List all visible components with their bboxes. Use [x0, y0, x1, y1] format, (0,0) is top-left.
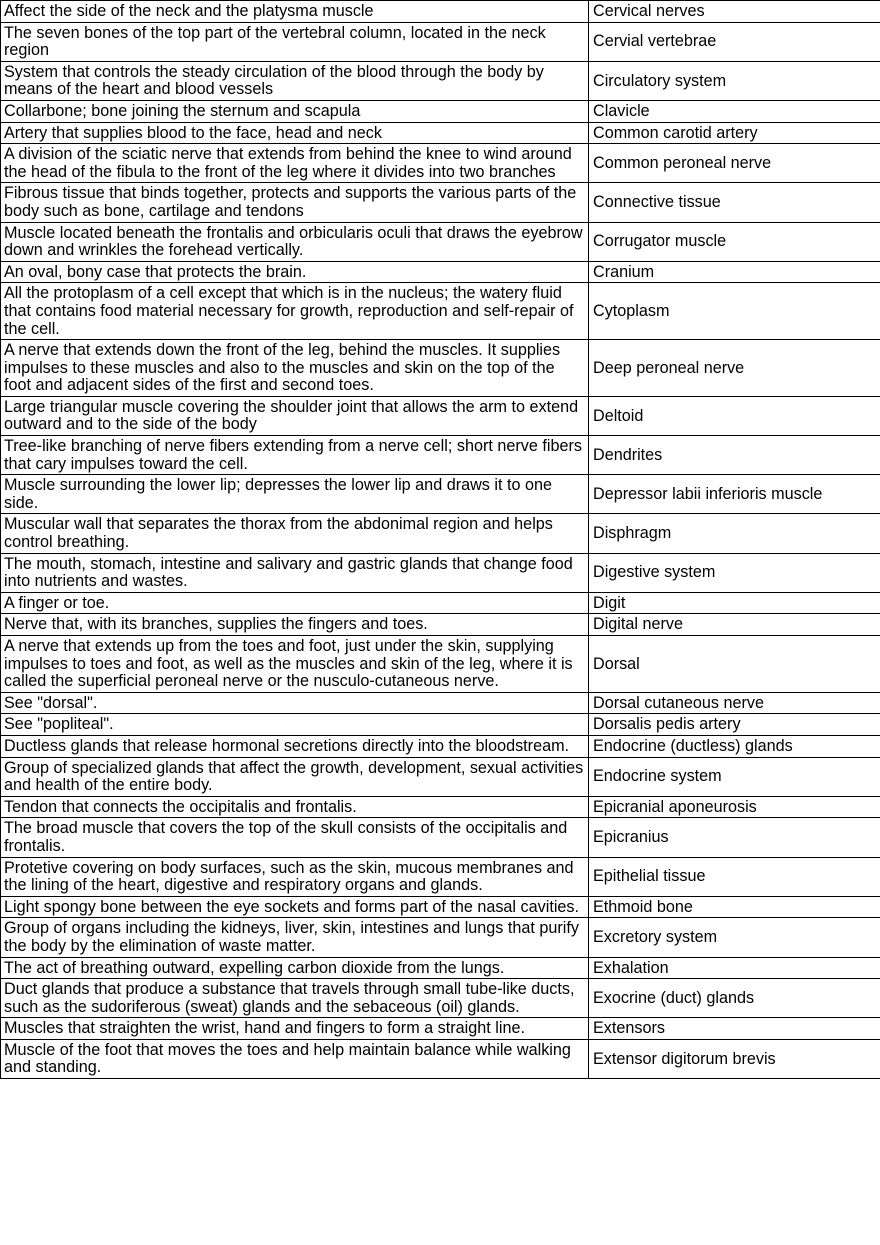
term-cell: Dorsal [589, 636, 880, 693]
definition-cell: A nerve that extends up from the toes and foot, just under the skin, supplying impulses to toes and foot, as well as the muscles and skin of the leg, where it is called the superficial peroneal nerve or the nusculo-cutaneous nerve. [1, 636, 589, 693]
table-row [1, 1039, 880, 1078]
term-cell: Dorsal cutaneous nerve [589, 692, 880, 714]
table-row [1, 857, 880, 896]
table-row [1, 818, 880, 857]
definition-cell: Muscular wall that separates the thorax from the abdonimal region and helps control breathing. [1, 514, 589, 553]
definition-cell: Ductless glands that release hormonal secretions directly into the bloodstream. [1, 735, 589, 757]
table-row [1, 396, 880, 435]
term-cell: Excretory system [589, 918, 880, 957]
table-row [1, 1018, 880, 1040]
term-cell: Clavicle [589, 100, 880, 122]
term-cell: Circulatory system [589, 61, 880, 100]
table-row [1, 514, 880, 553]
definition-cell: Tendon that connects the occipitalis and frontalis. [1, 796, 589, 818]
definition-cell: A nerve that extends down the front of the leg, behind the muscles. It supplies impulses to these muscles and also to the muscles and skin on the top of the foot and adjacent sides of the first and second toes. [1, 340, 589, 397]
term-cell: Cranium [589, 261, 880, 283]
definition-cell: Muscle surrounding the lower lip; depresses the lower lip and draws it to one side. [1, 475, 589, 514]
term-cell: Epicranial aponeurosis [589, 796, 880, 818]
definition-cell: A division of the sciatic nerve that extends from behind the knee to wind around the head of the fibula to the front of the leg where it divides into two branches [1, 144, 589, 183]
term-cell: Deltoid [589, 396, 880, 435]
table-row [1, 957, 880, 979]
term-cell: Dorsalis pedis artery [589, 714, 880, 736]
table-row [1, 261, 880, 283]
term-cell: Digit [589, 592, 880, 614]
table-row [1, 896, 880, 918]
table-row [1, 340, 880, 397]
term-cell: Endocrine (ductless) glands [589, 735, 880, 757]
term-cell: Cytoplasm [589, 283, 880, 340]
table-row [1, 592, 880, 614]
term-cell: Cervial vertebrae [589, 22, 880, 61]
definition-cell: The act of breathing outward, expelling carbon dioxide from the lungs. [1, 957, 589, 979]
term-cell: Deep peroneal nerve [589, 340, 880, 397]
definition-cell: Muscle located beneath the frontalis and orbicularis oculi that draws the eyebrow down and wrinkles the forehead vertically. [1, 222, 589, 261]
table-row [1, 614, 880, 636]
glossary-body [1, 1, 880, 1079]
table-row [1, 283, 880, 340]
term-cell: Extensors [589, 1018, 880, 1040]
term-cell: Ethmoid bone [589, 896, 880, 918]
definition-cell: Affect the side of the neck and the platysma muscle [1, 1, 589, 23]
table-row [1, 757, 880, 796]
definition-cell: A finger or toe. [1, 592, 589, 614]
definition-cell: Collarbone; bone joining the sternum and scapula [1, 100, 589, 122]
table-row [1, 22, 880, 61]
table-row [1, 714, 880, 736]
definition-cell: The mouth, stomach, intestine and salivary and gastric glands that change food into nutrients and wastes. [1, 553, 589, 592]
table-row [1, 553, 880, 592]
table-row [1, 636, 880, 693]
table-row [1, 979, 880, 1018]
term-cell: Common peroneal nerve [589, 144, 880, 183]
definition-cell: See "popliteal". [1, 714, 589, 736]
definition-cell: Large triangular muscle covering the shoulder joint that allows the arm to extend outward and to the side of the body [1, 396, 589, 435]
definition-cell: Nerve that, with its branches, supplies the fingers and toes. [1, 614, 589, 636]
table-row [1, 436, 880, 475]
term-cell: Digital nerve [589, 614, 880, 636]
definition-cell: An oval, bony case that protects the brain. [1, 261, 589, 283]
term-cell: Corrugator muscle [589, 222, 880, 261]
term-cell: Epithelial tissue [589, 857, 880, 896]
term-cell: Exhalation [589, 957, 880, 979]
term-cell: Digestive system [589, 553, 880, 592]
definition-cell: System that controls the steady circulation of the blood through the body by means of the heart and blood vessels [1, 61, 589, 100]
term-cell: Exocrine (duct) glands [589, 979, 880, 1018]
table-row [1, 183, 880, 222]
definition-cell: See "dorsal". [1, 692, 589, 714]
term-cell: Extensor digitorum brevis [589, 1039, 880, 1078]
definition-cell: Muscles that straighten the wrist, hand and fingers to form a straight line. [1, 1018, 589, 1040]
definition-cell: Artery that supplies blood to the face, head and neck [1, 122, 589, 144]
table-row [1, 61, 880, 100]
table-row [1, 692, 880, 714]
table-row [1, 1, 880, 23]
definition-cell: Tree-like branching of nerve fibers extending from a nerve cell; short nerve fibers that cary impulses toward the cell. [1, 436, 589, 475]
table-row [1, 144, 880, 183]
definition-cell: The seven bones of the top part of the vertebral column, located in the neck region [1, 22, 589, 61]
table-row [1, 475, 880, 514]
term-cell: Common carotid artery [589, 122, 880, 144]
definition-cell: Muscle of the foot that moves the toes and help maintain balance while walking and standing. [1, 1039, 589, 1078]
definition-cell: Light spongy bone between the eye sockets and forms part of the nasal cavities. [1, 896, 589, 918]
definition-cell: All the protoplasm of a cell except that which is in the nucleus; the watery fluid that contains food material necessary for growth, reproduction and self-repair of the cell. [1, 283, 589, 340]
table-row [1, 918, 880, 957]
table-row [1, 796, 880, 818]
table-row [1, 735, 880, 757]
term-cell: Depressor labii inferioris muscle [589, 475, 880, 514]
term-cell: Dendrites [589, 436, 880, 475]
definition-cell: Group of organs including the kidneys, liver, skin, intestines and lungs that purify the body by the elimination of waste matter. [1, 918, 589, 957]
definition-cell: The broad muscle that covers the top of the skull consists of the occipitalis and frontalis. [1, 818, 589, 857]
table-row [1, 100, 880, 122]
term-cell: Cervical nerves [589, 1, 880, 23]
table-row [1, 222, 880, 261]
table-row [1, 122, 880, 144]
term-cell: Endocrine system [589, 757, 880, 796]
definition-cell: Protetive covering on body surfaces, such as the skin, mucous membranes and the lining of the heart, digestive and respiratory organs and glands. [1, 857, 589, 896]
term-cell: Disphragm [589, 514, 880, 553]
definition-cell: Group of specialized glands that affect the growth, development, sexual activities and health of the entire body. [1, 757, 589, 796]
definition-cell: Fibrous tissue that binds together, protects and supports the various parts of the body such as bone, cartilage and tendons [1, 183, 589, 222]
term-cell: Epicranius [589, 818, 880, 857]
definition-cell: Duct glands that produce a substance that travels through small tube-like ducts, such as the sudoriferous (sweat) glands and the sebaceous (oil) glands. [1, 979, 589, 1018]
term-cell: Connective tissue [589, 183, 880, 222]
